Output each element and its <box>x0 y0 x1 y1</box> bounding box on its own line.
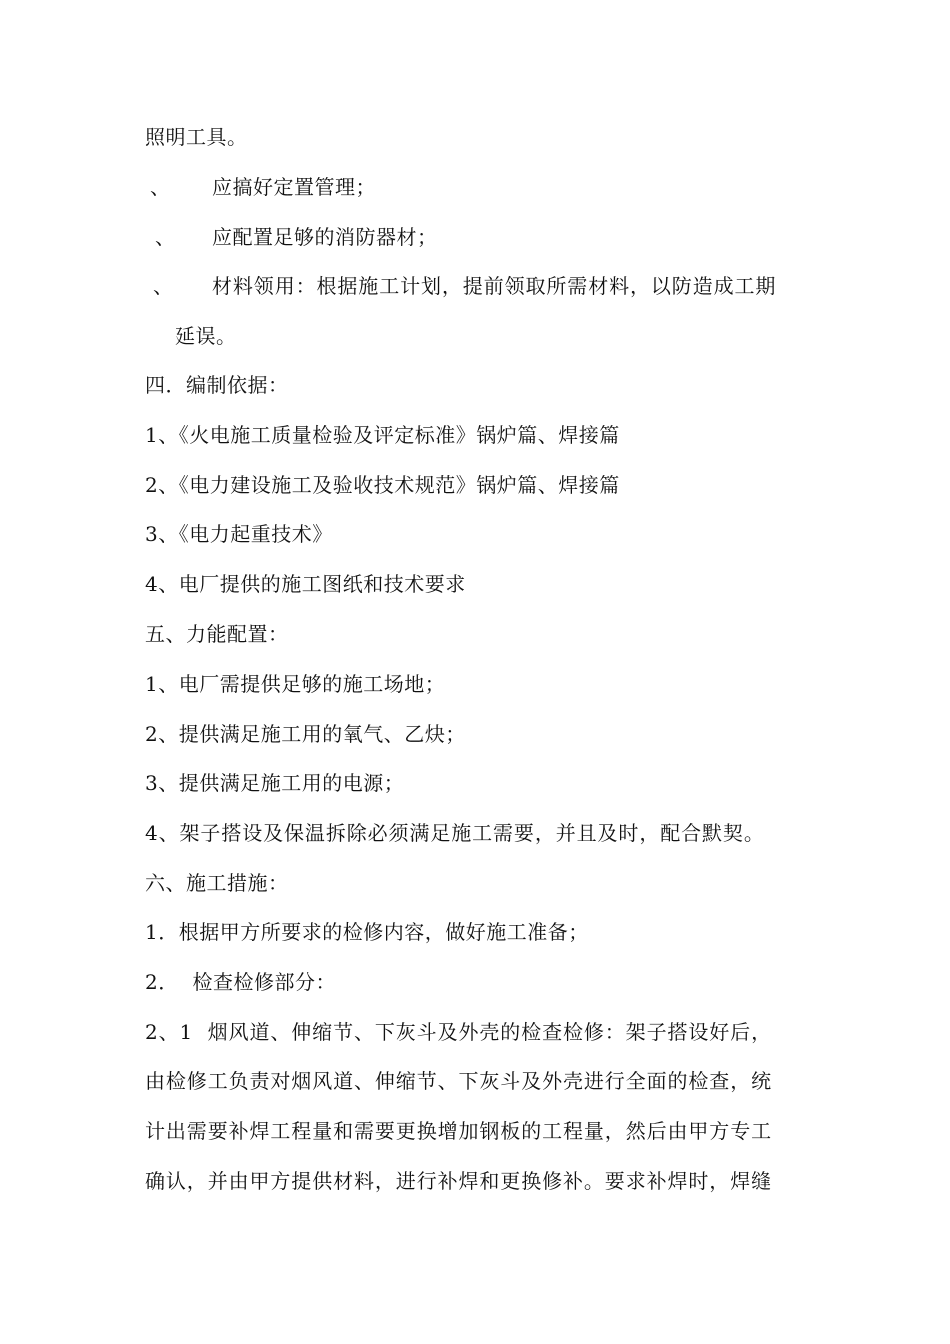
bullet-mark: 、 <box>150 175 170 199</box>
section-heading: 四．编制依据： <box>145 373 289 397</box>
list-item: 1、电厂需提供足够的施工场地； <box>145 672 446 696</box>
paragraph-line: 确认，并由甲方提供材料，进行补焊和更换修补。要求补焊时，焊缝 <box>145 1169 772 1193</box>
section-heading: 六、施工措施： <box>145 871 289 895</box>
bullet-continuation: 延误。 <box>175 324 237 348</box>
bullet-text: 应搞好定置管理； <box>212 175 376 199</box>
bullet-mark: 、 <box>155 225 175 249</box>
list-item: 2、提供满足施工用的氧气、乙炔； <box>145 722 466 746</box>
list-item: 4、架子搭设及保温拆除必须满足施工需要，并且及时，配合默契。 <box>145 821 765 845</box>
paragraph-line: 由检修工负责对烟风道、伸缩节、下灰斗及外壳进行全面的检查，统 <box>145 1069 772 1093</box>
bullet-mark: 、 <box>153 274 173 298</box>
section-heading: 五、力能配置： <box>145 622 289 646</box>
paragraph-line: 2、1 烟风道、伸缩节、下灰斗及外壳的检查检修：架子搭设好后， <box>145 1020 772 1044</box>
list-item: 4、电厂提供的施工图纸和技术要求 <box>145 572 466 596</box>
bullet-text: 应配置足够的消防器材； <box>212 225 438 249</box>
paragraph-line: 计出需要补焊工程量和需要更换增加钢板的工程量，然后由甲方专工 <box>145 1119 772 1143</box>
list-item: 2． 检查检修部分： <box>145 970 336 994</box>
list-item: 2、《电力建设施工及验收技术规范》锅炉篇、焊接篇 <box>145 473 620 497</box>
intro-tail-line: 照明工具。 <box>145 125 248 149</box>
list-item: 1、《火电施工质量检验及评定标准》锅炉篇、焊接篇 <box>145 423 620 447</box>
bullet-text: 材料领用：根据施工计划，提前领取所需材料，以防造成工期 <box>212 274 777 298</box>
list-item: 3、提供满足施工用的电源； <box>145 771 405 795</box>
list-item: 1．根据甲方所要求的检修内容，做好施工准备； <box>145 920 589 944</box>
list-item: 3、《电力起重技术》 <box>145 522 333 546</box>
